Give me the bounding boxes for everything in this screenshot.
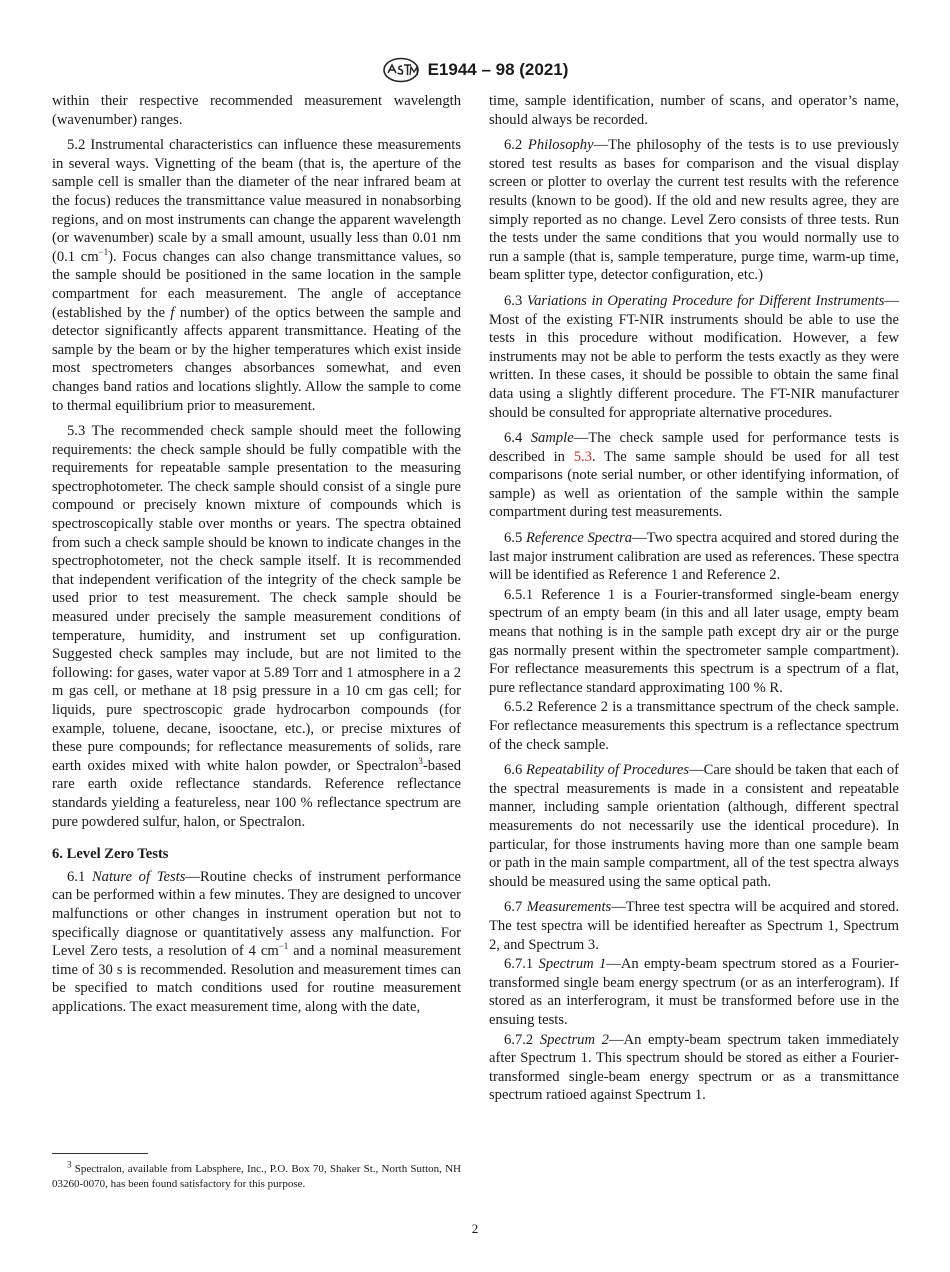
right-column [489,92,899,1112]
footnote-divider [52,1153,148,1154]
document-id: E1944 – 98 (2021) [427,60,569,79]
paragraph-6-2: 6.2 Philosophy—The philosophy of the tests is to use previously stored test results as bases for comparison and the visual display screen or plotter to overlay the current test results with the reference results (known to be good). If the old and new results agree, they are simply reported as no change. Level Zero consists of three tests. Run the tests under the same conditions that you would normally use to run a sample (that is, sample temperature, purge time, warm-up time, beam splitter type, detector configuration, etc.) [489,137,900,284]
left-column [52,92,461,1024]
astm-logo-icon [382,57,420,83]
paragraph-6-3: 6.3 Variations in Operating Procedure for Different Instruments—Most of the existing FT-NIR instruments should be able to use the tests in this procedure without modification. However, a few instruments may not be able to perform the tests exactly as they were written. In these cases, it should be possible to obtain the same final data using a slightly different procedure. The FT-NIR manufacturer should be consulted for appropriate alternative procedures. [489,292,899,421]
paragraph-continued: time, sample identification, number of scans, and operator’s name, should always be recorded. [489,93,899,128]
paragraph-6-7-2: 6.7.2 Spectrum 2—An empty-beam spectrum taken immediately after Spectrum 1. This spectrum should be stored as either a Fourier-transformed single-beam energy spectrum or as a transmittance spectrum ratioed against Spectrum 1. [489,1031,899,1104]
paragraph-6-7-1: 6.7.1 Spectrum 1—An empty-beam spectrum stored as a Fourier-transformed single beam energy spectrum (or as an interferogram). If stored as an interferogram, it must be transformed before use in the ensuing tests. [489,956,899,1028]
section-link-5-3[interactable]: 5.3 [573,448,592,465]
page-number: 2 [471,1221,479,1236]
footnote-reference[interactable]: 3 [418,755,423,766]
paragraph-6-4: 6.4 Sample—The check sample used for performance tests is described in 5.3. The same sample should be used for all test comparisons (note serial number, or other identifying information, of sample) as well as orientation of the sample within the sample compartment during test measurements. [489,430,900,521]
paragraph-6-5: 6.5 Reference Spectra—Two spectra acquired and stored during the last major instrument calibration are used as references. These spectra will be identified as Reference 1 and Reference 2. [489,530,899,584]
paragraph-6-1: 6.1 Nature of Tests—Routine checks of instrument performance can be performed within a few minutes. They are designed to uncover malfunctions or other changes in instrument operation but not to specifically diagnose or quantitatively assess any malfunction. For Level Zero tests, a resolution of 4 $cm^{-1}$ and a nominal measurement time of 30 s is recommended. Resolution and measurement times can be specified to match conditions used for routine measurement applications. The exact measurement time, along with the date, [52,868,462,1015]
paragraph-5-3: 5.3 The recommended check sample should meet the following requirements: the check sample should be fully compatible with the requirements for repeatable sample presentation to the measuring spectrophotometer. The check sample should consist of a single pure compound or precisely known mixture of compounds which is spectroscopically stable over months or years. The spectra obtained from such a check sample should be known to indicate changes in the spectrophotometer, not the check sample itself. It is recommended that independent verification of the integrity of the check sample be used prior to test measurement. The check sample should be measured under precisely the sample measurement conditions of temperature, humidity, and instrument set up configuration. Suggested check samples may include, but are not limited to the following: for gases, water vapor at 5.89 Torr and 1 atmosphere in a 2 m gas cell, or methane at 18 psig pressure in a 10 cm gas cell; for liquids, pure spectroscopic grade hydrocarbon compounds (for example, toluene, decane, isooctane, etc.), or precise mixtures of these pure compounds; for reflectance measurements of solids, rare earth oxides mixed with white halon powder, or Spectralon$^3$-based rare earth oxide reflectance standards. Reference reflectance standards yielding a featureless, near 100 % reflectance spectrum are pure powdered sulfur, halon, or Spectralon. [52,423,461,830]
section-heading-6: 6. Level Zero Tests [52,846,169,863]
paragraph-6-6: 6.6 Repeatability of Procedures—Care should be taken that each of the spectral measurements is made in a consistent and repeatable manner, including sample orientation (although, different spectral measurements do not necessarily use the identical procedure). In particular, for those instruments having more than one sample beam or path in the main sample compartment, all of the test spectra always should be measured using the same optical path. [489,762,899,890]
paragraph-6-5-2: 6.5.2 Reference 2 is a transmittance spectrum of the check sample. For reflectance measurements this spectrum is a reflectance spectrum of the check sample. [489,699,899,753]
paragraph-5-2: 5.2 Instrumental characteristics can influence these measurements in several ways. Vignetting of the beam (that is, the aperture of the sample cell is smaller than the diameter of the near infrared beam at the focus) reduces the transmittance value measured in nonabsorbing regions, and on most instruments can change the apparent wavelength (or wavenumber) scale by a small amount, usually less than 0.01 nm (0.1 $cm^{-1}$). Focus changes can also change transmittance values, so the sample should be positioned in the same location in the sample compartment for each measurement. The angle of acceptance (established by the f number) of the optics between the sample and detector significantly affects apparent transmittance. Heating of the sample by the beam or by the higher temperatures which exist inside most spectrometers changes absorbances somewhat, and even changes band ratios and locations slightly. Allow the sample to come to thermal equilibrium prior to measurement. [52,137,461,414]
paragraph-continued: within their respective recommended measurement wavelength (wavenumber) ranges. [52,93,461,128]
page-header [0,55,950,85]
paragraph-6-5-1: 6.5.1 Reference 1 is a Fourier-transformed single-beam energy spectrum of an empty beam (in this and all later usage, empty beam means that nothing is in the sample path except dry air or the purge gas normally present within the spectrometer sample compartment). For reflectance measurements this spectrum is a spectrum of a flat, pure reflectance standard approximating 100 % R. [489,586,899,696]
paragraph-6-7: 6.7 Measurements—Three test spectra will be acquired and stored. The test spectra will be identified hereafter as Spectrum 1, Spectrum 2, and Spectrum 3. [489,899,899,953]
footnote: $^3$ Spectralon, available from Labsphere, Inc., P.O. Box 70, Shaker St., North Sutton, NH 03260-0070, has been found satisfactory for this purpose. [52,1159,461,1190]
